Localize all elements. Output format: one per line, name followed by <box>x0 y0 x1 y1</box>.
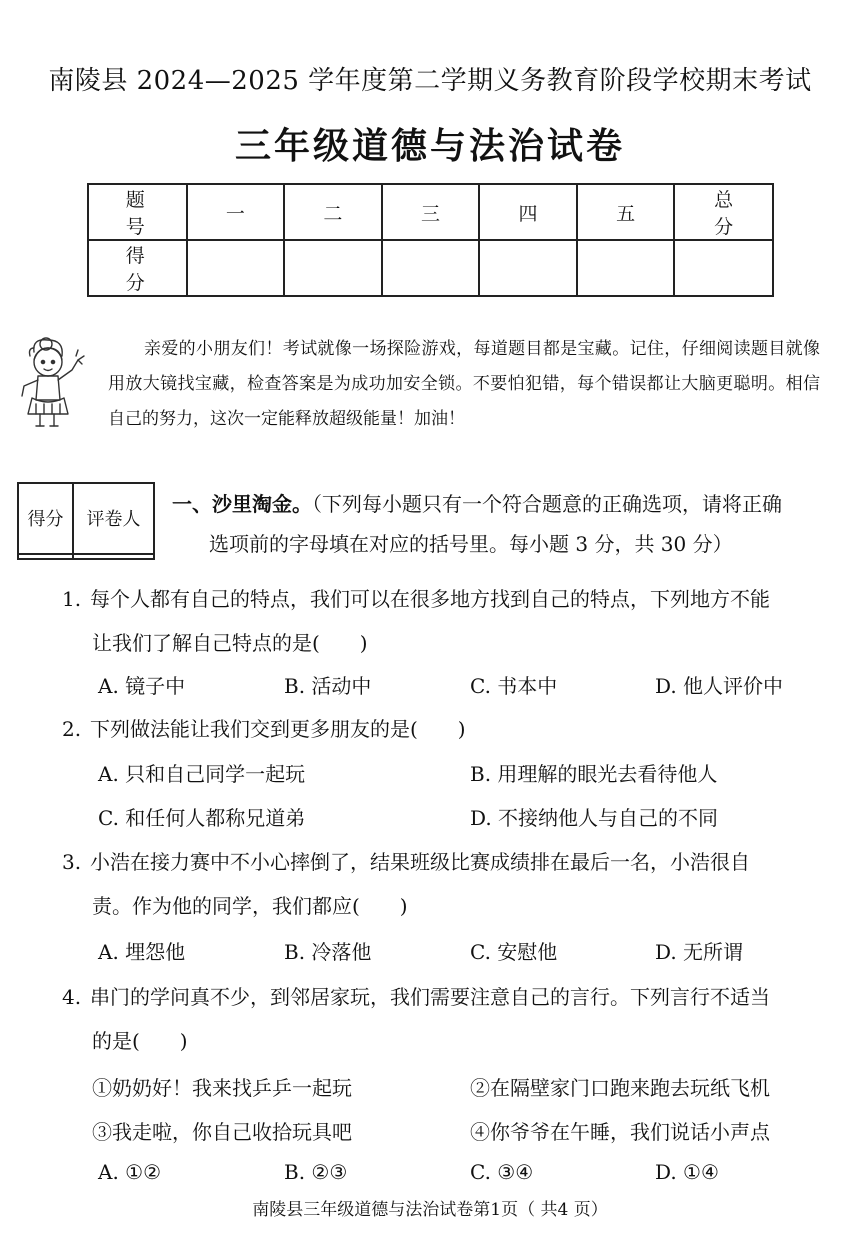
option-d[interactable]: D. ①④ <box>655 1160 719 1184</box>
option-a[interactable]: A. 镜子中 <box>98 674 186 698</box>
score-input-cell[interactable] <box>577 240 675 296</box>
question-4 <box>62 975 770 1063</box>
section-1-instructions-cont: 选项前的字母填在对应的括号里。每小题 3 分，共 30 分） <box>209 532 733 556</box>
question-text-cont: 让我们了解自己特点的是( ) <box>92 631 368 655</box>
option-c[interactable]: C. 安慰他 <box>470 940 558 964</box>
grader-score-label: 得分 <box>18 483 73 554</box>
score-table-cell: 二 <box>284 184 382 240</box>
question-text-cont: 责。作为他的同学，我们都应( ) <box>92 894 408 918</box>
question-number: 2. <box>62 717 82 741</box>
section-1-line1 <box>172 484 844 524</box>
option-b[interactable]: B. 用理解的眼光去看待他人 <box>470 762 718 786</box>
score-input-cell[interactable] <box>187 240 285 296</box>
score-table-cell: 总 分 <box>674 184 773 240</box>
score-table-header-row <box>88 184 773 240</box>
option-b[interactable]: B. ②③ <box>284 1160 348 1184</box>
option-a[interactable]: A. 只和自己同学一起玩 <box>98 762 306 786</box>
statement-3: ③我走啦，你自己收拾玩具吧 <box>92 1120 352 1144</box>
score-table <box>87 183 774 297</box>
option-c[interactable]: C. 书本中 <box>470 674 558 698</box>
section-1-instructions: （下列每小题只有一个符合题意的正确选项，请将正确 <box>312 492 782 516</box>
score-table-cell: 一 <box>187 184 285 240</box>
option-d[interactable]: D. 不接纳他人与自己的不同 <box>470 806 719 830</box>
grader-table <box>17 482 155 560</box>
question-1 <box>62 577 770 665</box>
question-3 <box>62 840 750 928</box>
score-table-cell: 四 <box>479 184 577 240</box>
question-text: 每个人都有自己的特点，我们可以在很多地方找到自己的特点，下列地方不能 <box>90 587 770 611</box>
score-input-cell[interactable] <box>382 240 480 296</box>
score-row-label: 得 分 <box>88 240 187 296</box>
question-number: 1. <box>62 587 82 611</box>
question-number: 4. <box>62 985 82 1009</box>
score-input-cell[interactable] <box>479 240 577 296</box>
option-d[interactable]: D. 他人评价中 <box>655 674 784 698</box>
grader-score-cell[interactable] <box>18 554 73 559</box>
score-table-score-row <box>88 240 773 296</box>
question-text: 串门的学问真不少，到邻居家玩，我们需要注意自己的言行。下列言行不适当 <box>90 985 770 1009</box>
statement-4: ④你爷爷在午睡，我们说话小声点 <box>470 1120 770 1144</box>
score-table-cell: 题 号 <box>88 184 187 240</box>
grader-name-cell[interactable] <box>73 554 154 559</box>
section-1-header <box>172 484 844 564</box>
girl-mascot-icon <box>16 334 94 430</box>
grader-name-label: 评卷人 <box>73 483 154 554</box>
intro-text: 亲爱的小朋友们！考试就像一场探险游戏，每道题目都是宝藏。记住，仔细阅读题目就像用放大镜找宝藏，检查答案是为成功加安全锁。不要怕犯错，每个错误都让大脑更聪明。相信自己的努力，这次一定能释放超级能量！加油！ <box>108 339 820 429</box>
intro-message <box>108 332 820 437</box>
question-text: 下列做法能让我们交到更多朋友的是( ) <box>90 717 466 741</box>
score-input-cell[interactable] <box>674 240 773 296</box>
option-a[interactable]: A. 埋怨他 <box>98 940 186 964</box>
score-table-cell: 三 <box>382 184 480 240</box>
page-footer: 南陵县三年级道德与法治试卷第1页（ 共4 页） <box>252 1200 608 1220</box>
section-1-title: 一、沙里淘金。 <box>172 492 312 516</box>
option-c[interactable]: C. 和任何人都称兄道弟 <box>98 806 306 830</box>
score-input-cell[interactable] <box>284 240 382 296</box>
statement-2: ②在隔壁家门口跑来跑去玩纸飞机 <box>470 1076 770 1100</box>
page-title: 三年级道德与法治试卷 <box>234 126 625 167</box>
question-number: 3. <box>62 850 82 874</box>
score-table-cell: 五 <box>577 184 675 240</box>
exam-header: 南陵县 2024—2025 学年度第二学期义务教育阶段学校期末考试 <box>48 66 812 96</box>
question-2 <box>62 707 466 751</box>
option-c[interactable]: C. ③④ <box>470 1160 534 1184</box>
option-b[interactable]: B. 冷落他 <box>284 940 372 964</box>
question-text: 小浩在接力赛中不小心摔倒了，结果班级比赛成绩排在最后一名，小浩很自 <box>90 850 750 874</box>
question-text-cont: 的是( ) <box>92 1029 188 1053</box>
option-d[interactable]: D. 无所谓 <box>655 940 744 964</box>
statement-1: ①奶奶好！我来找乒乒一起玩 <box>92 1076 352 1100</box>
option-b[interactable]: B. 活动中 <box>284 674 372 698</box>
option-a[interactable]: A. ①② <box>98 1160 162 1184</box>
